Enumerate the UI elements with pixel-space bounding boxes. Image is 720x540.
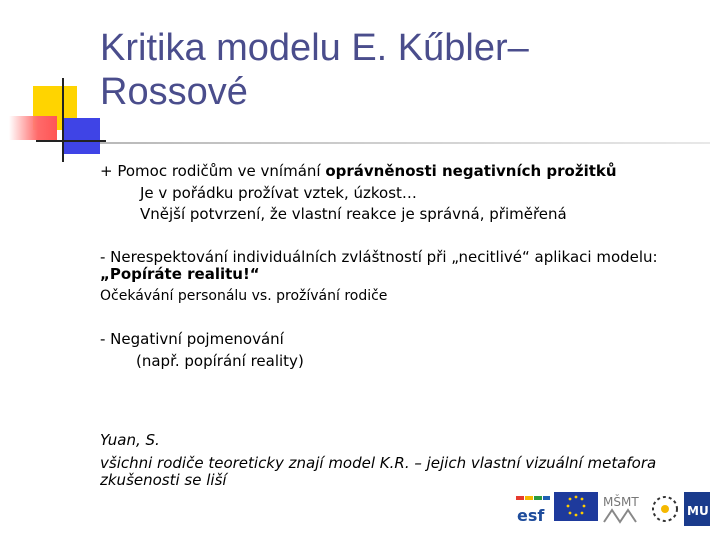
point2-line1: - Nerespektování individuálních zvláštností při „necitlivé“ aplikaci modelu: <box>100 248 658 266</box>
msmt-logo <box>602 492 644 526</box>
decorative-vertical-line <box>62 78 64 162</box>
point2-bold-text: „Popíráte realitu!“ <box>100 265 260 283</box>
eu-flag-logo <box>554 492 598 526</box>
point3-line2: (např. popírání reality) <box>136 352 304 370</box>
decorative-blue-square <box>64 118 100 154</box>
point1-bold: oprávněnosti negativních prožitků <box>325 162 617 180</box>
point1-sub2: Vnější potvrzení, že vlastní reakce je správná, přiměřená <box>140 205 567 223</box>
point1-sub1: Je v pořádku prožívat vztek, úzkost… <box>140 184 417 202</box>
quote-line1: všichni rodiče teoreticky znají model K.R. – jejich vlastní vizuální metafora <box>100 454 657 472</box>
decorative-horizontal-line <box>36 140 106 142</box>
mu-logo-text: MU <box>687 504 709 518</box>
quote-line2: zkušenosti se liší <box>100 471 227 489</box>
mu-logo <box>684 492 710 526</box>
funding-logos <box>514 492 714 532</box>
point1-prefix: + Pomoc rodičům ve vnímání <box>100 162 326 180</box>
slide-title <box>100 26 660 114</box>
title-divider <box>100 142 710 144</box>
point2-line3: Očekávání personálu vs. prožívání rodiče <box>100 288 388 304</box>
title-line-1: Kritika modelu E. Kűbler– <box>100 27 529 69</box>
decorative-red-bar <box>9 116 57 140</box>
msmt-logo-text: MŠMT <box>603 495 639 509</box>
point2-bold <box>100 265 260 284</box>
title-line-2: Rossové <box>100 71 248 113</box>
esf-logo <box>514 492 552 526</box>
esf-logo-text: esf <box>517 506 545 525</box>
point3-line1: - Negativní pojmenování <box>100 330 284 348</box>
op-logo <box>648 492 682 526</box>
quote-author: Yuan, S. <box>100 431 160 449</box>
point1-heading <box>100 162 617 181</box>
